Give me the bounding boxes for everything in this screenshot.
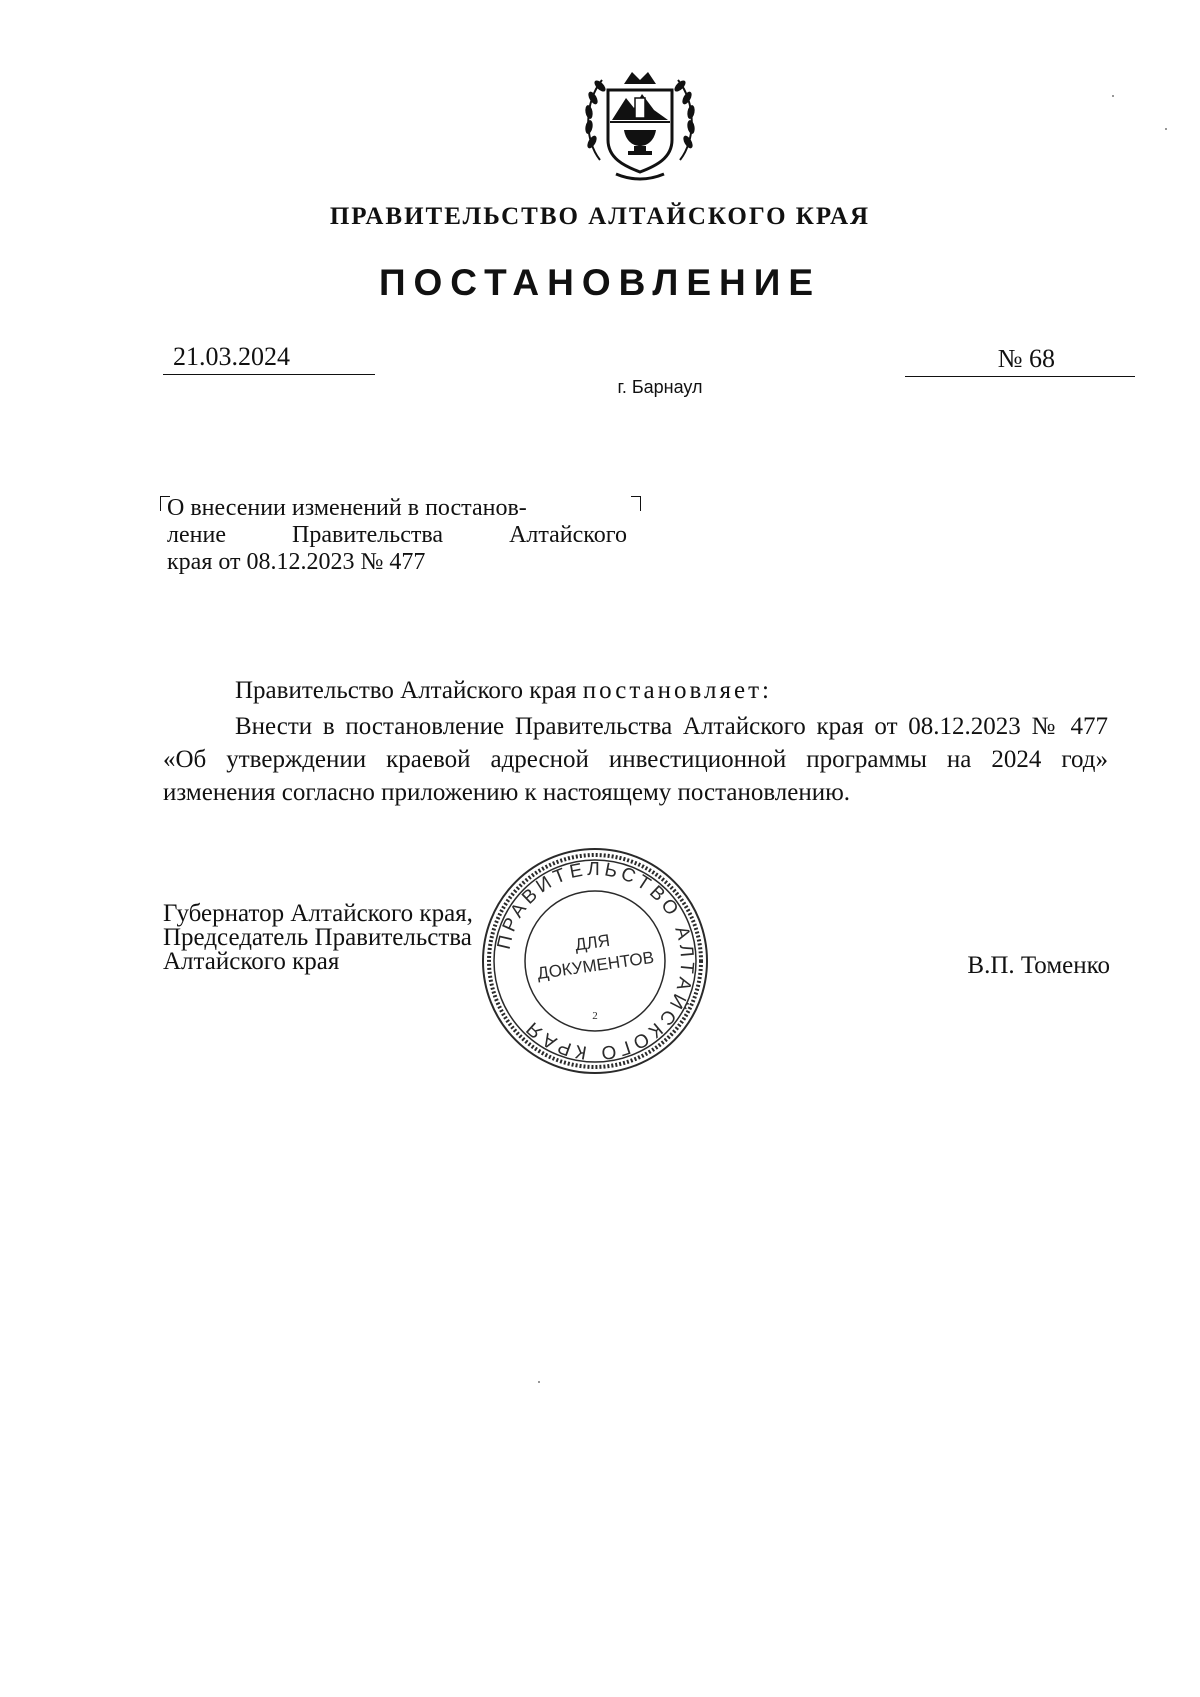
- scan-speck: [538, 1381, 540, 1383]
- resolution-intro: [235, 677, 1135, 705]
- document-number: № 68: [997, 344, 1055, 373]
- resolution-intro-verb: постановляет:: [582, 677, 772, 704]
- document-subject: [167, 495, 627, 576]
- official-stamp: [477, 843, 713, 1079]
- signer-name: В.П. Томенко: [967, 952, 1110, 979]
- signer-position-line-1: Губернатор Алтайского края,: [163, 900, 473, 927]
- subject-word: Алтайского: [509, 522, 627, 548]
- coat-of-arms-emblem: [580, 62, 700, 187]
- signer-position-line-3: Алтайского края: [163, 948, 340, 975]
- document-number-field: [905, 344, 1135, 377]
- scan-speck: [1112, 95, 1114, 97]
- subject-corner-right: [631, 496, 641, 511]
- subject-line-3: края от 08.12.2023 № 477: [167, 549, 426, 575]
- stamp-number: 2: [592, 1010, 598, 1022]
- document-type-title: ПОСТАНОВЛЕНИЕ: [378, 262, 822, 303]
- stamp-center-line-1: ДЛЯ: [573, 930, 612, 955]
- document-date-field: [163, 342, 375, 375]
- subject-word: Правительства: [292, 522, 444, 548]
- stamp-center-line-2: ДОКУМЕНТОВ: [536, 947, 656, 984]
- stamp-ring-textpath: ПРАВИТЕЛЬСТВО АЛТАЙСКОГО КРАЯ: [493, 858, 698, 1064]
- subject-line-1: О внесении изменений в постанов-: [167, 495, 527, 521]
- issue-city: г. Барнаул: [617, 377, 703, 397]
- subject-line-2: [167, 522, 627, 549]
- document-date: 21.03.2024: [173, 342, 290, 371]
- subject-word: ление: [167, 522, 226, 548]
- signer-position-line-2: Председатель Правительства: [163, 924, 472, 951]
- scan-speck: [1165, 128, 1167, 130]
- org-title: ПРАВИТЕЛЬСТВО АЛТАЙСКОГО КРАЯ: [329, 203, 871, 230]
- resolution-paragraph: Внести в постановление Правительства Алтайского края от 08.12.2023 № 477 «Об утверждении краевой адресной инвестиционной программы на 2024 год» изменения согласно приложению к настоящему постановлению.: [163, 713, 1108, 806]
- resolution-intro-prefix: Правительство Алтайского края: [235, 677, 583, 704]
